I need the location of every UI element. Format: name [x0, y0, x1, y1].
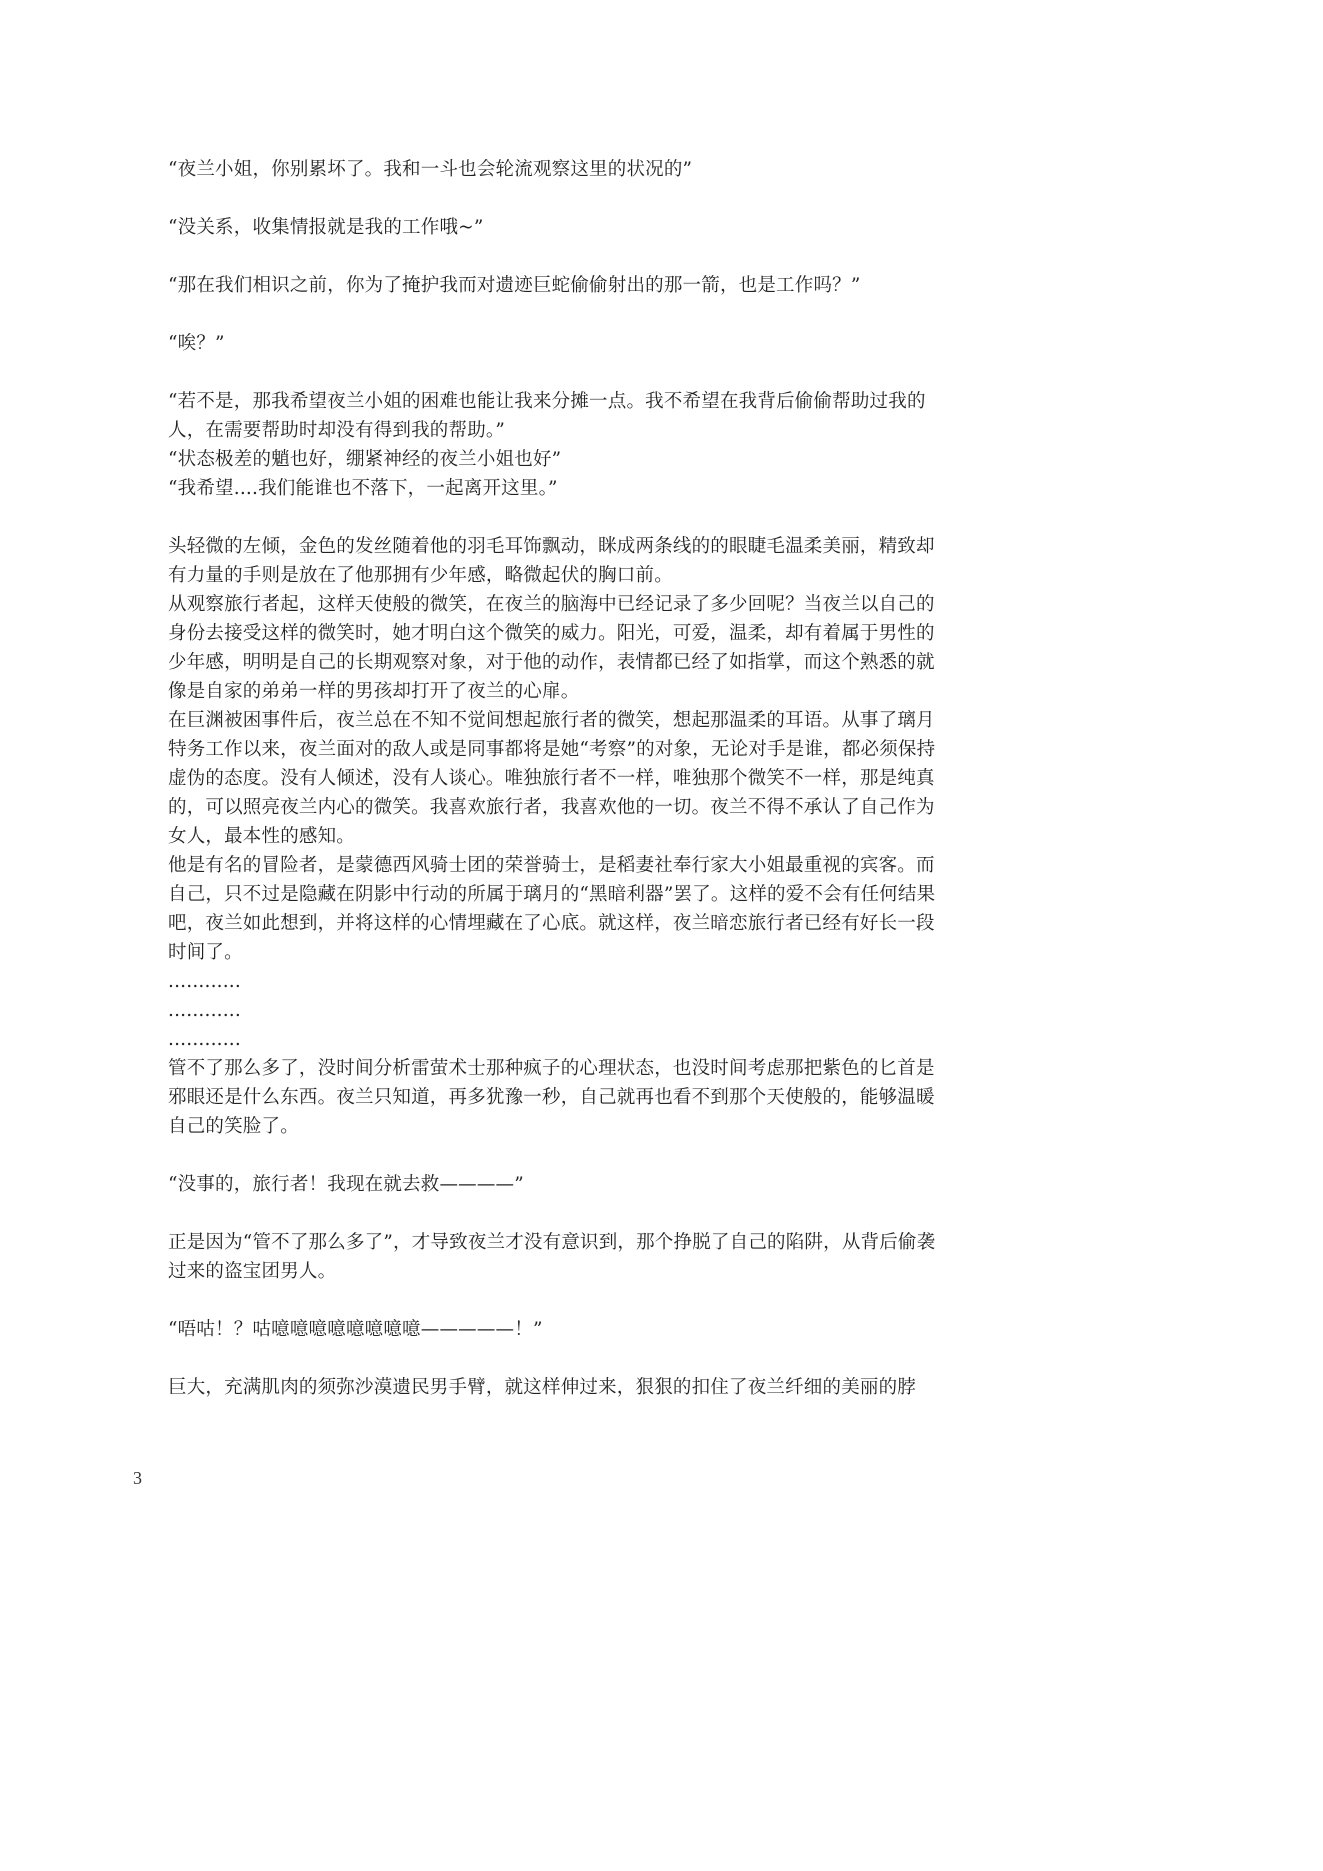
dialogue-line: “那在我们相识之前，你为了掩护我而对遗迹巨蛇偷偷射出的那一箭，也是工作吗？”: [168, 275, 861, 296]
narrative-paragraph: 头轻微的左倾，金色的发丝随着他的羽毛耳饰飘动，眯成两条线的的眼睫毛温柔美丽，精致却有力量的手则是放在了他那拥有少年感，略微起伏的胸口前。: [168, 536, 935, 586]
dialogue-line: “唉？”: [168, 333, 225, 354]
page-number: 3: [133, 1468, 142, 1488]
narrative-paragraph: 他是有名的冒险者，是蒙德西风骑士团的荣誉骑士，是稻妻社奉行家大小姐最重视的宾客。而自己，只不过是隐藏在阴影中行动的所属于璃月的“黑暗利器”罢了。这样的爱不会有任何结果吧，夜兰如此想到，并将这样的心情埋藏在了心底。就这样，夜兰暗恋旅行者已经有好长一段时间了。: [168, 855, 936, 963]
dialogue-line: “状态极差的魈也好，绷紧神经的夜兰小姐也好”: [168, 449, 562, 470]
ellipsis-line: ............: [168, 1000, 241, 1021]
narrative-paragraph: 从观察旅行者起，这样天使般的微笑，在夜兰的脑海中已经记录了多少回呢？当夜兰以自己的身份去接受这样的微笑时，她才明白这个微笑的威力。阳光，可爱，温柔，却有着属于男性的少年感，明明是自己的长期观察对象，对于他的动作，表情都已经了如指掌，而这个熟悉的就像是自家的弟弟一样的男孩却打开了夜兰的心扉。: [168, 594, 935, 702]
dialogue-line: “我希望....我们能谁也不落下，一起离开这里。”: [168, 478, 558, 499]
narrative-paragraph: 管不了那么多了，没时间分析雷萤术士那种疯子的心理状态，也没时间考虑那把紫色的匕首是邪眼还是什么东西。夜兰只知道，再多犹豫一秒，自己就再也看不到那个天使般的，能够温暖自己的笑脸了。: [168, 1058, 935, 1137]
narrative-paragraph: 正是因为“管不了那么多了”，才导致夜兰才没有意识到，那个挣脱了自己的陷阱，从背后偷袭过来的盗宝团男人。: [168, 1232, 936, 1282]
body-text: [168, 155, 948, 1402]
narrative-paragraph: 巨大，充满肌肉的须弥沙漠遗民男手臂，就这样伸过来，狠狠的扣住了夜兰纤细的美丽的脖: [168, 1377, 917, 1398]
dialogue-line: “夜兰小姐，你别累坏了。我和一斗也会轮流观察这里的状况的”: [168, 159, 693, 180]
ellipsis-line: ............: [168, 971, 241, 992]
dialogue-line: “没关系，收集情报就是我的工作哦~”: [168, 217, 484, 238]
dialogue-line: “若不是，那我希望夜兰小姐的困难也能让我来分摊一点。我不希望在我背后偷偷帮助过我的人，在需要帮助时却没有得到我的帮助。”: [168, 391, 926, 441]
narrative-paragraph: 在巨渊被困事件后，夜兰总在不知不觉间想起旅行者的微笑，想起那温柔的耳语。从事了璃月特务工作以来，夜兰面对的敌人或是同事都将是她“考察”的对象，无论对手是谁，都必须保持虚伪的态度。没有人倾述，没有人谈心。唯独旅行者不一样，唯独那个微笑不一样，那是纯真的，可以照亮夜兰内心的微笑。我喜欢旅行者，我喜欢他的一切。夜兰不得不承认了自己作为女人，最本性的感知。: [168, 710, 936, 847]
dialogue-line: “唔咕！？咕噫噫噫噫噫噫噫噫—————！”: [168, 1319, 543, 1340]
dialogue-line: “没事的，旅行者！我现在就去救————”: [168, 1174, 524, 1195]
ellipsis-line: ............: [168, 1029, 241, 1050]
